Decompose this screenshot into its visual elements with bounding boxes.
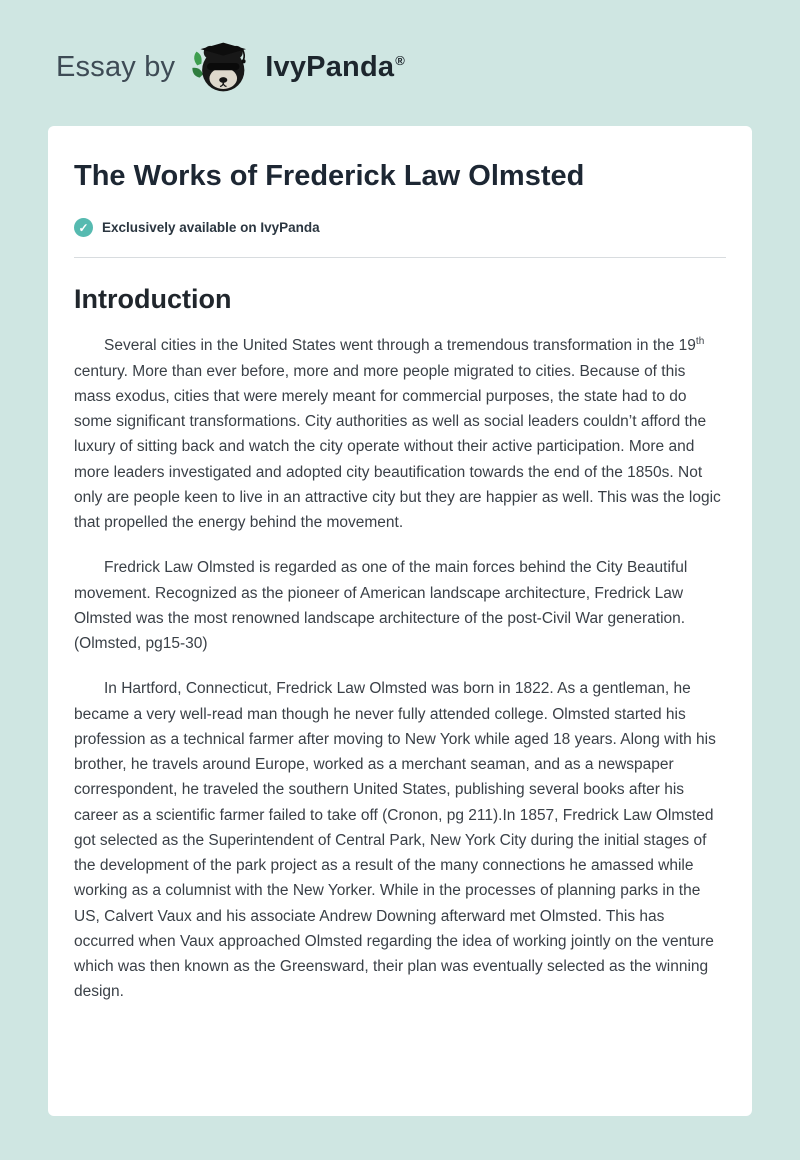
ivypanda-logo-icon bbox=[189, 41, 251, 93]
check-icon: ✓ bbox=[74, 218, 93, 237]
brand-name-text: IvyPanda bbox=[265, 50, 395, 83]
registered-trademark: ® bbox=[395, 52, 405, 68]
essay-body bbox=[74, 333, 726, 1004]
essay-card bbox=[48, 126, 752, 1116]
ordinal-superscript: th bbox=[695, 336, 705, 348]
section-heading-introduction: Introduction bbox=[74, 284, 232, 315]
paragraph-1-text-post: century. More than ever before, more and more people migrated to cities. Because of this mass exodus, cities that were merely meant for commercial purposes, the state had to do some significant transformations. City authorities as well as social leaders couldn’t afford the luxury of sitting back and watch the city operate without their active participation. More and more leaders investigated and adopted city beautification towards the end of the 1850s. Not only are people keen to live in an attractive city but they are happier as well. This was the logic that propelled the energy behind the movement. bbox=[74, 362, 721, 531]
divider bbox=[74, 257, 726, 258]
availability-label: Exclusively available on IvyPanda bbox=[102, 220, 320, 236]
availability-badge bbox=[74, 218, 726, 237]
brand-name bbox=[265, 51, 405, 84]
essay-by-label: Essay by bbox=[56, 50, 176, 83]
intro-paragraph-2: Fredrick Law Olmsted is regarded as one of the main forces behind the City Beautiful movement. Recognized as the pioneer of American landscape architecture, Fredrick Law Olmsted was the most renowned landscape architecture of the post-Civil War generation. (Olmsted, pg15-30) bbox=[74, 559, 688, 652]
header bbox=[0, 0, 800, 96]
paragraph-1-text-pre: Several cities in the United States went through a tremendous transformation in the 19 bbox=[104, 337, 696, 355]
intro-paragraph-3: In Hartford, Connecticut, Fredrick Law Olmsted was born in 1822. As a gentleman, he became a very well-read man though he never fully attended college. Olmsted started his profession as a technical farmer after moving to New York while aged 18 years. Along with his brother, he travels around Europe, worked as a merchant seaman, and as a newspaper correspondent, he traveled the southern United States, publishing several books after his career as a scientific farmer failed to take off (Cronon, pg 211).In 1857, Fredrick Law Olmsted got selected as the Superintendent of Central Park, New York City during the initial stages of the development of the park project as a result of the many connections he amassed while working as a columnist with the New Yorker. While in the processes of planning parks in the US, Calvert Vaux and his associate Andrew Downing afterward met Olmsted. This has occurred when Vaux approached Olmsted regarding the idea of working jointly on the venture which was then known as the Greensward, their plan was eventually selected as the winning design. bbox=[74, 680, 716, 1001]
essay-title: The Works of Frederick Law Olmsted bbox=[74, 160, 585, 192]
intro-paragraph-1 bbox=[74, 333, 726, 535]
